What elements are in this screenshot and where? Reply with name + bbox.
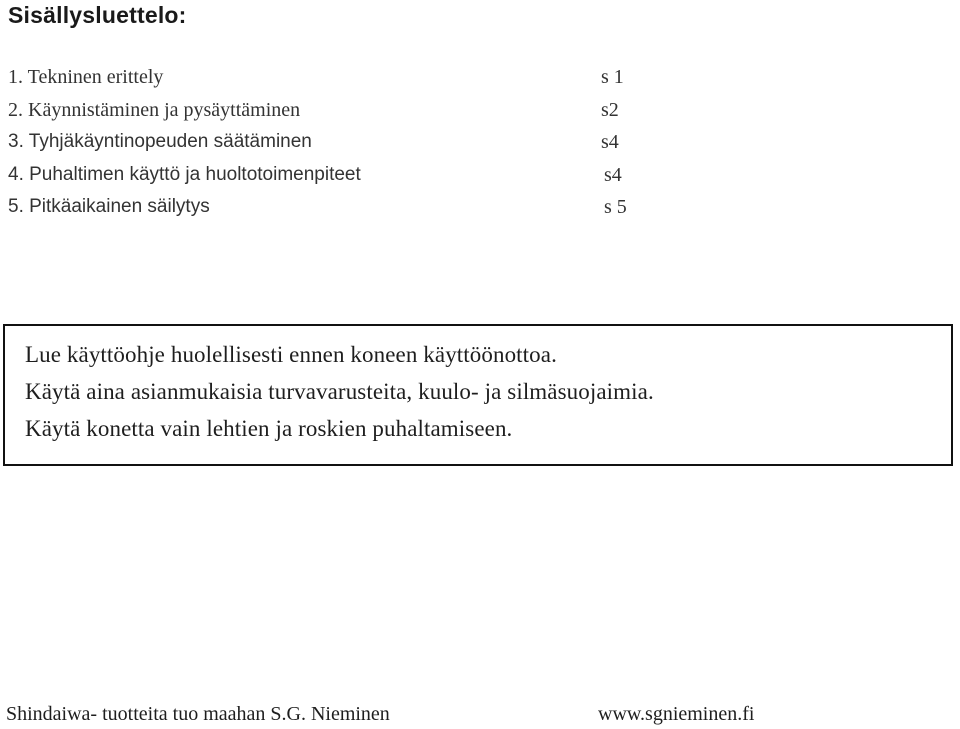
toc-entry-3	[8, 131, 648, 164]
toc-entry-page: s 5	[604, 196, 627, 218]
toc-entry-page: s 1	[601, 66, 624, 88]
toc-entry-1	[8, 66, 648, 99]
footer-importer: Shindaiwa- tuotteita tuo maahan S.G. Nieminen	[6, 703, 390, 725]
safety-notice-box	[3, 324, 953, 466]
toc-entry-5	[8, 196, 648, 229]
toc-entry-label: 5. Pitkäaikainen säilytys	[8, 196, 210, 217]
notice-line: Lue käyttöohje huolellisesti ennen koneen käyttöönottoa.	[25, 342, 557, 367]
toc-entry-label: 2. Käynnistäminen ja pysäyttäminen	[8, 98, 301, 121]
notice-line: Käytä aina asianmukaisia turvavarusteita, kuulo- ja silmäsuojaimia.	[25, 379, 654, 404]
toc-entry-label: 3. Tyhjäkäyntinopeuden säätäminen	[8, 131, 312, 152]
toc-entry-4	[8, 164, 648, 197]
toc-entry-label: 1. Tekninen erittely	[8, 66, 164, 88]
footer-website: www.sgnieminen.fi	[598, 703, 755, 725]
toc-entry-page: s2	[601, 98, 619, 121]
toc-entry-2	[8, 99, 648, 132]
page-title: Sisällysluettelo:	[8, 2, 187, 28]
toc-entry-label: 4. Puhaltimen käyttö ja huoltotoimenpiteet	[8, 163, 361, 185]
toc-entry-page: s4	[604, 163, 622, 186]
toc-entry-page: s4	[601, 131, 619, 153]
notice-line: Käytä konetta vain lehtien ja roskien puhaltamiseen.	[25, 416, 513, 441]
table-of-contents	[8, 66, 648, 229]
